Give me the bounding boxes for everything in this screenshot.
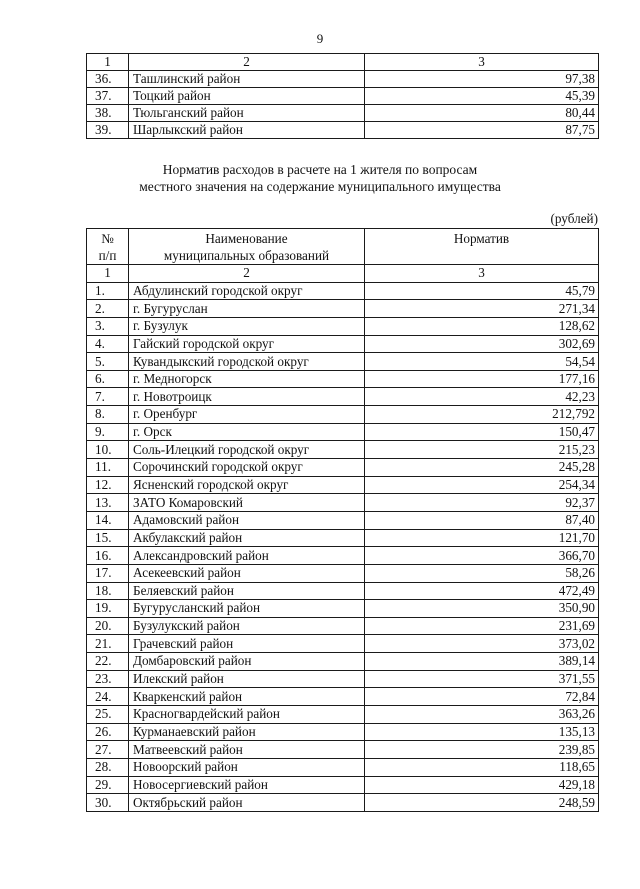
norm-value-cell: 212,792 — [365, 406, 599, 424]
municipality-name-cell: Гайский городской округ — [129, 335, 365, 353]
row-number-cell: 26. — [87, 723, 129, 741]
table-row — [87, 758, 599, 776]
header-num — [87, 229, 129, 265]
index-cell-2: 2 — [129, 265, 365, 283]
table-row — [87, 282, 599, 300]
norm-value-cell: 118,65 — [365, 758, 599, 776]
norm-value-cell: 302,69 — [365, 335, 599, 353]
row-number-cell: 27. — [87, 741, 129, 759]
norm-value-cell: 58,26 — [365, 564, 599, 582]
table-row — [87, 423, 599, 441]
table-row — [87, 88, 599, 105]
municipality-name-cell: Новосергиевский район — [129, 776, 365, 794]
row-number-cell: 9. — [87, 423, 129, 441]
row-number-cell: 30. — [87, 794, 129, 812]
norm-value-cell: 231,69 — [365, 617, 599, 635]
header-num-line-2: п/п — [98, 248, 117, 263]
table-row — [87, 741, 599, 759]
municipality-name-cell: Курманаевский район — [129, 723, 365, 741]
row-number-cell: 38. — [87, 105, 129, 122]
index-cell-2: 2 — [129, 54, 365, 71]
municipality-name-cell: г. Бузулук — [129, 317, 365, 335]
table-row — [87, 476, 599, 494]
municipality-name-cell: г. Новотроицк — [129, 388, 365, 406]
municipality-name-cell: г. Орск — [129, 423, 365, 441]
table-row — [87, 459, 599, 477]
table-row — [87, 547, 599, 565]
municipality-name-cell: ЗАТО Комаровский — [129, 494, 365, 512]
top-table-body — [87, 54, 599, 139]
header-name-line-2: муниципальных образований — [163, 248, 330, 263]
norm-value-cell: 87,40 — [365, 511, 599, 529]
header-num-line-1: № — [101, 231, 114, 246]
norm-value-cell: 350,90 — [365, 600, 599, 618]
main-table-header-row — [87, 229, 599, 265]
table-row — [87, 388, 599, 406]
row-number-cell: 25. — [87, 706, 129, 724]
row-number-cell: 39. — [87, 122, 129, 139]
row-number-cell: 6. — [87, 370, 129, 388]
top-table-index-row — [87, 54, 599, 71]
municipality-name-cell: Красногвардейский район — [129, 706, 365, 724]
row-number-cell: 29. — [87, 776, 129, 794]
header-name — [129, 229, 365, 265]
municipality-name-cell: Тюльганский район — [129, 105, 365, 122]
table-row — [87, 406, 599, 424]
norm-value-cell: 80,44 — [365, 105, 599, 122]
table-row — [87, 441, 599, 459]
municipality-name-cell: Беляевский район — [129, 582, 365, 600]
table-row — [87, 335, 599, 353]
norm-value-cell: 150,47 — [365, 423, 599, 441]
norm-value-cell: 177,16 — [365, 370, 599, 388]
row-number-cell: 4. — [87, 335, 129, 353]
municipality-name-cell: Соль-Илецкий городской округ — [129, 441, 365, 459]
norm-value-cell: 373,02 — [365, 635, 599, 653]
municipality-name-cell: Абдулинский городской округ — [129, 282, 365, 300]
page-number: 9 — [316, 31, 324, 46]
municipality-name-cell: Бугурусланский район — [129, 600, 365, 618]
table-row — [87, 105, 599, 122]
municipality-name-cell: Кувандыкский городской округ — [129, 353, 365, 371]
table-row — [87, 370, 599, 388]
norm-value-cell: 271,34 — [365, 300, 599, 318]
table-row — [87, 529, 599, 547]
top-table — [86, 53, 599, 139]
municipality-name-cell: Бузулукский район — [129, 617, 365, 635]
section-title — [0, 161, 640, 195]
municipality-name-cell: Грачевский район — [129, 635, 365, 653]
table-row — [87, 635, 599, 653]
row-number-cell: 11. — [87, 459, 129, 477]
norm-value-cell: 72,84 — [365, 688, 599, 706]
row-number-cell: 3. — [87, 317, 129, 335]
norm-value-cell: 248,59 — [365, 794, 599, 812]
table-row — [87, 564, 599, 582]
row-number-cell: 10. — [87, 441, 129, 459]
norm-value-cell: 245,28 — [365, 459, 599, 477]
row-number-cell: 13. — [87, 494, 129, 512]
row-number-cell: 1. — [87, 282, 129, 300]
row-number-cell: 7. — [87, 388, 129, 406]
municipality-name-cell: Акбулакский район — [129, 529, 365, 547]
row-number-cell: 24. — [87, 688, 129, 706]
table-row — [87, 776, 599, 794]
table-row — [87, 511, 599, 529]
row-number-cell: 2. — [87, 300, 129, 318]
norm-value-cell: 121,70 — [365, 529, 599, 547]
municipality-name-cell: Октябрьский район — [129, 794, 365, 812]
index-cell-1: 1 — [87, 265, 129, 283]
row-number-cell: 18. — [87, 582, 129, 600]
municipality-name-cell: Матвеевский район — [129, 741, 365, 759]
norm-value-cell: 429,18 — [365, 776, 599, 794]
index-cell-3: 3 — [365, 265, 599, 283]
norm-value-cell: 371,55 — [365, 670, 599, 688]
norm-value-cell: 472,49 — [365, 582, 599, 600]
municipality-name-cell: Ясненский городской округ — [129, 476, 365, 494]
norm-value-cell: 92,37 — [365, 494, 599, 512]
norm-value-cell: 389,14 — [365, 653, 599, 671]
row-number-cell: 17. — [87, 564, 129, 582]
municipality-name-cell: Александровский район — [129, 547, 365, 565]
row-number-cell: 14. — [87, 511, 129, 529]
index-cell-3: 3 — [365, 54, 599, 71]
unit-label: (рублей) — [550, 211, 598, 226]
row-number-cell: 23. — [87, 670, 129, 688]
main-table-body — [87, 229, 599, 812]
municipality-name-cell: Кваркенский район — [129, 688, 365, 706]
row-number-cell: 19. — [87, 600, 129, 618]
section-title-line-1: Норматив расходов в расчете на 1 жителя по вопросам — [162, 162, 478, 177]
table-row — [87, 670, 599, 688]
main-table-index-row — [87, 265, 599, 283]
table-row — [87, 723, 599, 741]
table-row — [87, 617, 599, 635]
table-row — [87, 688, 599, 706]
norm-value-cell: 45,79 — [365, 282, 599, 300]
table-row — [87, 706, 599, 724]
header-value — [365, 229, 599, 265]
municipality-name-cell: г. Медногорск — [129, 370, 365, 388]
row-number-cell: 36. — [87, 71, 129, 88]
table-row — [87, 582, 599, 600]
municipality-name-cell: г. Бугуруслан — [129, 300, 365, 318]
table-row — [87, 122, 599, 139]
index-cell-1: 1 — [87, 54, 129, 71]
norm-value-cell: 215,23 — [365, 441, 599, 459]
row-number-cell: 20. — [87, 617, 129, 635]
municipality-name-cell: Шарлыкский район — [129, 122, 365, 139]
municipality-name-cell: Илекский район — [129, 670, 365, 688]
row-number-cell: 22. — [87, 653, 129, 671]
table-row — [87, 600, 599, 618]
table-row — [87, 300, 599, 318]
table-row — [87, 494, 599, 512]
norm-value-cell: 254,34 — [365, 476, 599, 494]
row-number-cell: 5. — [87, 353, 129, 371]
municipality-name-cell: Асекеевский район — [129, 564, 365, 582]
row-number-cell: 8. — [87, 406, 129, 424]
municipality-name-cell: Ташлинский район — [129, 71, 365, 88]
row-number-cell: 15. — [87, 529, 129, 547]
municipality-name-cell: Тоцкий район — [129, 88, 365, 105]
norm-value-cell: 42,23 — [365, 388, 599, 406]
table-row — [87, 71, 599, 88]
table-row — [87, 353, 599, 371]
row-number-cell: 28. — [87, 758, 129, 776]
municipality-name-cell: Новоорский район — [129, 758, 365, 776]
table-row — [87, 653, 599, 671]
norm-value-cell: 366,70 — [365, 547, 599, 565]
norm-value-cell: 239,85 — [365, 741, 599, 759]
norm-value-cell: 97,38 — [365, 71, 599, 88]
municipality-name-cell: Сорочинский городской округ — [129, 459, 365, 477]
norm-value-cell: 45,39 — [365, 88, 599, 105]
header-name-line-1: Наименование — [205, 231, 288, 246]
row-number-cell: 37. — [87, 88, 129, 105]
table-row — [87, 794, 599, 812]
municipality-name-cell: г. Оренбург — [129, 406, 365, 424]
norm-value-cell: 87,75 — [365, 122, 599, 139]
section-title-line-2: местного значения на содержание муниципального имущества — [139, 179, 501, 194]
main-table — [86, 228, 599, 812]
municipality-name-cell: Адамовский район — [129, 511, 365, 529]
row-number-cell: 16. — [87, 547, 129, 565]
row-number-cell: 12. — [87, 476, 129, 494]
row-number-cell: 21. — [87, 635, 129, 653]
table-row — [87, 317, 599, 335]
norm-value-cell: 54,54 — [365, 353, 599, 371]
norm-value-cell: 135,13 — [365, 723, 599, 741]
norm-value-cell: 363,26 — [365, 706, 599, 724]
header-value-label: Норматив — [453, 231, 510, 246]
norm-value-cell: 128,62 — [365, 317, 599, 335]
municipality-name-cell: Домбаровский район — [129, 653, 365, 671]
